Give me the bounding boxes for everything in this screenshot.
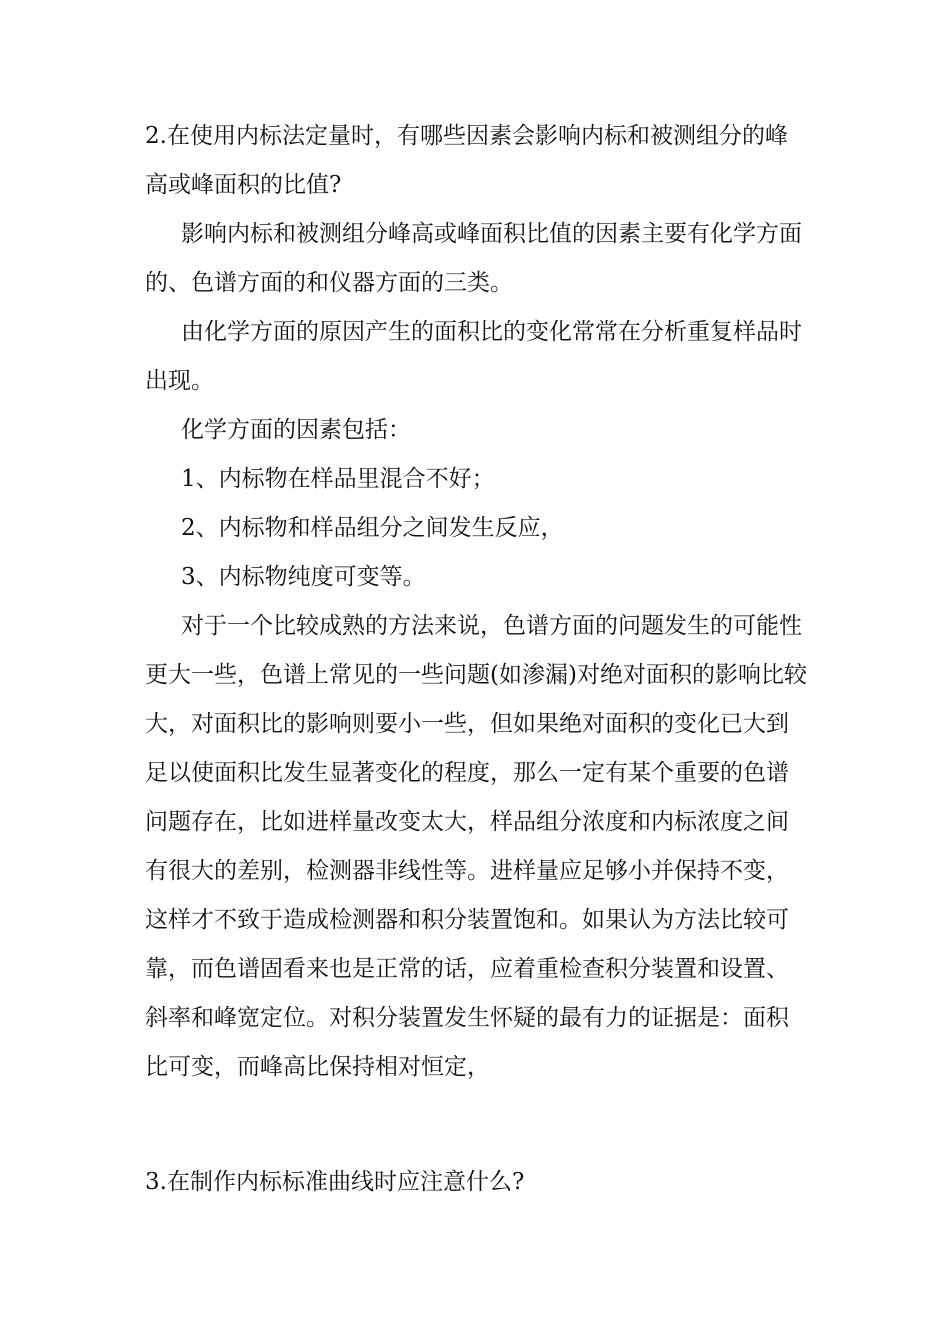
list-item: 2、内标物和样品组分之间发生反应， (181, 515, 564, 541)
question-3-heading: 3.在制作内标标准曲线时应注意什么? (145, 1169, 525, 1195)
list-item: 1、内标物在样品里混合不好； (181, 466, 495, 492)
chemical-causes-paragraph: 由化学方面的原因产生的面积比的变化常常在分析重复样品时出现。 (145, 319, 802, 394)
list-item: 3、内标物纯度可变等。 (181, 564, 426, 590)
chromatographic-factors-paragraph: 对于一个比较成熟的方法来说，色谱方面的问题发生的可能性更大一些，色谱上常见的一些问题(如渗漏)对绝对面积的影响比较大，对面积比的影响则要小一些，但如果绝对面积的变化已大到足以使面积比发生显著变化的程度，那么一定有某个重要的色谱问题存在，比如进样量改变太大，样品组分浓度和内标浓度之间有很大的差别，检测器非线性等。进样量应足够小并保持不变，这样才不致于造成检测器和积分装置饱和。如果认为方法比较可靠，而色谱固看来也是正常的话，应着重检查积分装置和设置、斜率和峰宽定位。对积分装置发生怀疑的最有力的证据是：面积比可变，而峰高比保持相对恒定， (145, 613, 807, 1080)
chemical-factors-heading: 化学方面的因素包括： (181, 417, 411, 443)
answer-intro-paragraph: 影响内标和被测组分峰高或峰面积比值的因素主要有化学方面的、色谱方面的和仪器方面的三类。 (145, 221, 802, 296)
question-2-heading: 2.在使用内标法定量时，有哪些因素会影响内标和被测组分的峰高或峰面积的比值? (145, 123, 788, 198)
